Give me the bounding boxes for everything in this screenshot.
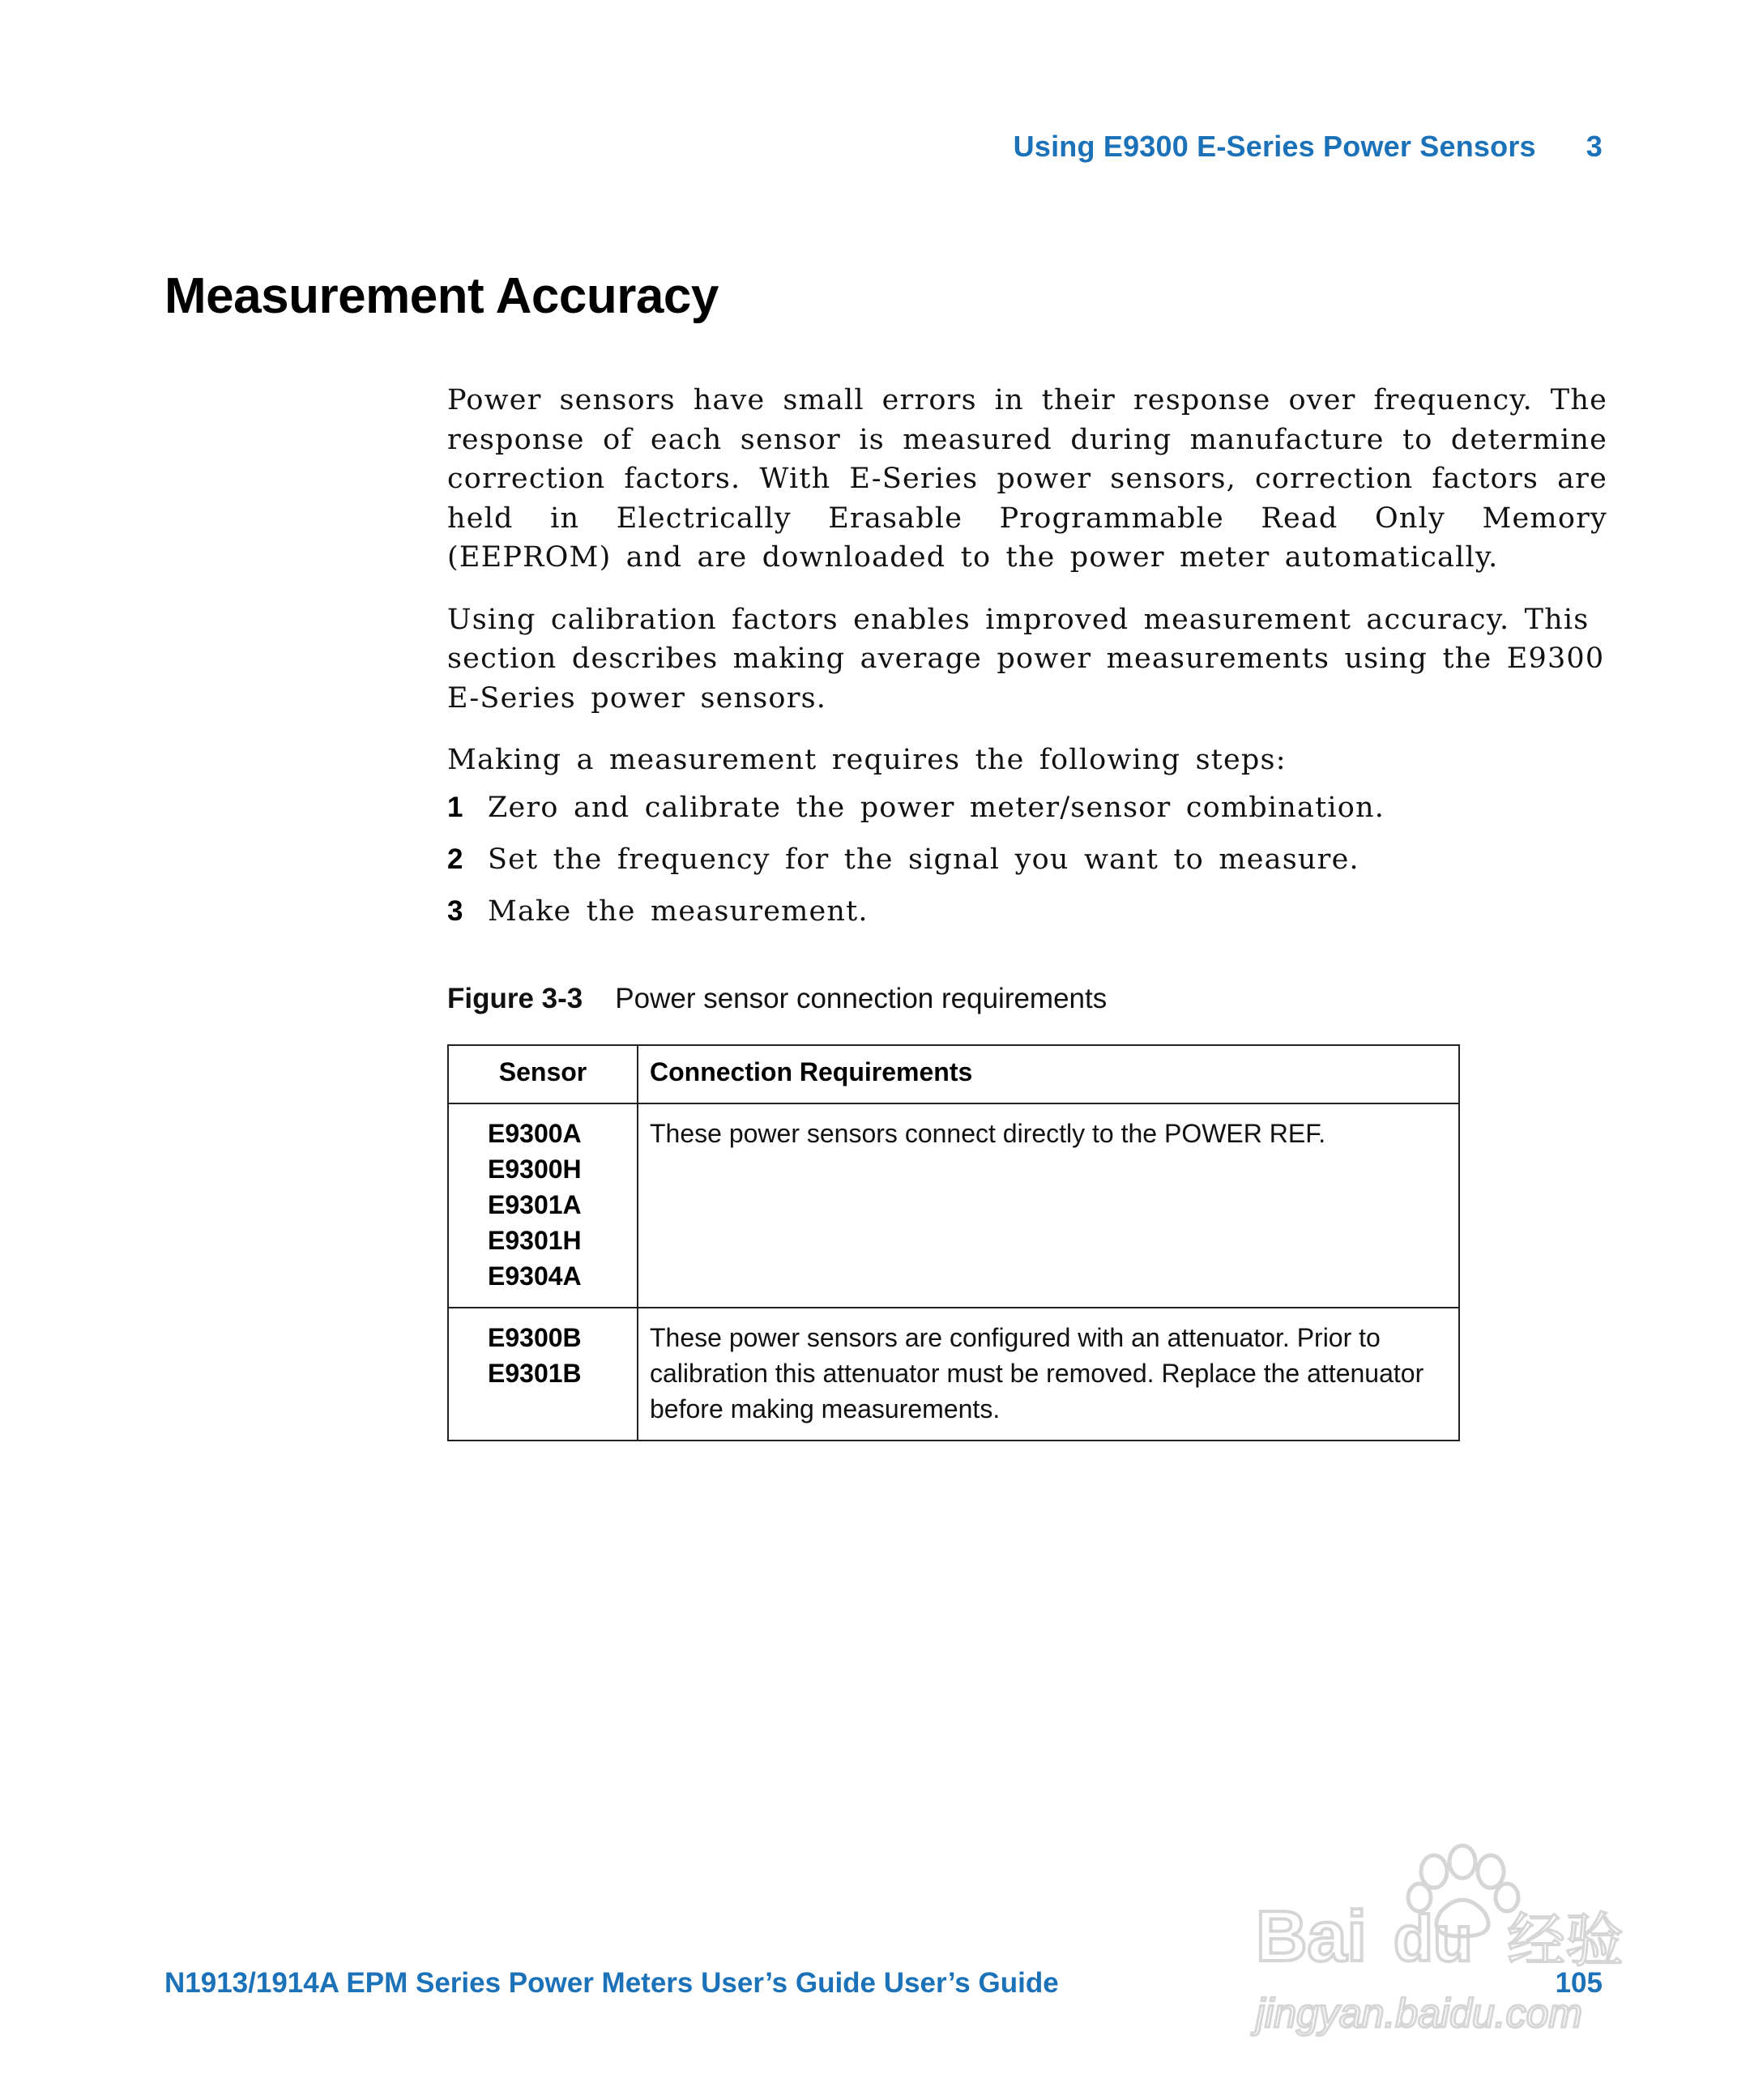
chapter-title: Using E9300 E-Series Power Sensors bbox=[1013, 130, 1536, 163]
paragraph-intro: Power sensors have small errors in their response over frequency. The response of each sensor is measured during manufacture to determine correction factors. With E-Series power sensors, correction factors are held in Electrically Erasable Programmable Read Only Memory (EEPROM) and are downloaded to the power meter automatically. bbox=[447, 384, 1607, 574]
sensor-model: E9301A bbox=[488, 1189, 582, 1219]
step-number: 2 bbox=[447, 843, 464, 875]
step-text: Set the frequency for the signal you want to measure. bbox=[488, 843, 1359, 876]
list-item bbox=[447, 840, 1607, 879]
paragraph-calibration: Using calibration factors enables improved measurement accuracy. This section describes making average power measurements using the E9300 E-Series power sensors. bbox=[447, 603, 1605, 715]
step-number: 1 bbox=[447, 791, 464, 823]
footer-guide-title: N1913/1914A EPM Series Power Meters User’s Guide User’s Guide bbox=[164, 1967, 1059, 1999]
list-item bbox=[447, 788, 1607, 827]
connection-requirements-table bbox=[447, 1044, 1460, 1441]
step-text: Zero and calibrate the power meter/sensor combination. bbox=[488, 791, 1385, 824]
step-text: Make the measurement. bbox=[488, 894, 869, 928]
sensor-model: E9300H bbox=[488, 1154, 582, 1184]
paragraph-steps-lead: Making a measurement requires the following steps: bbox=[447, 744, 1287, 776]
sensor-cell bbox=[448, 1103, 638, 1308]
svg-text:du: du bbox=[1394, 1902, 1473, 1974]
running-header bbox=[1014, 130, 1603, 164]
svg-text:jingyan.baidu.com: jingyan.baidu.com bbox=[1256, 1991, 1583, 2036]
requirement-cell: These power sensors connect directly to the POWER REF. bbox=[638, 1103, 1459, 1308]
page-title: Measurement Accuracy bbox=[164, 268, 719, 324]
page-footer bbox=[164, 1967, 1603, 2000]
table-header-row bbox=[448, 1045, 1459, 1103]
chapter-number: 3 bbox=[1586, 130, 1603, 163]
sensor-model: E9304A bbox=[488, 1261, 582, 1291]
figure-caption-text: Power sensor connection requirements bbox=[615, 982, 1108, 1014]
figure-label: Figure 3-3 bbox=[447, 982, 583, 1014]
sensor-model: E9300B bbox=[488, 1322, 582, 1352]
requirement-cell: These power sensors are configured with an attenuator. Prior to calibration this attenuator must be removed. Replace the attenuator before making measurements. bbox=[638, 1308, 1459, 1441]
sensor-model: E9300A bbox=[488, 1118, 582, 1148]
svg-text:经验: 经验 bbox=[1507, 1906, 1624, 1974]
page-number: 105 bbox=[1555, 1967, 1603, 1999]
svg-text:Bai: Bai bbox=[1256, 1896, 1367, 1976]
header-sensor: Sensor bbox=[448, 1045, 638, 1103]
header-connection-requirements: Connection Requirements bbox=[638, 1045, 1459, 1103]
sensor-model: E9301H bbox=[488, 1225, 582, 1255]
step-number: 3 bbox=[447, 894, 464, 927]
sensor-model: E9301B bbox=[488, 1358, 582, 1388]
table-row bbox=[448, 1103, 1459, 1308]
sensor-cell bbox=[448, 1308, 638, 1441]
table-row bbox=[448, 1308, 1459, 1441]
steps-list bbox=[447, 788, 1607, 931]
baidu-watermark-logo bbox=[1240, 1839, 1661, 2050]
figure-caption bbox=[447, 983, 1607, 1015]
body-column bbox=[447, 381, 1607, 1441]
list-item bbox=[447, 892, 1607, 931]
